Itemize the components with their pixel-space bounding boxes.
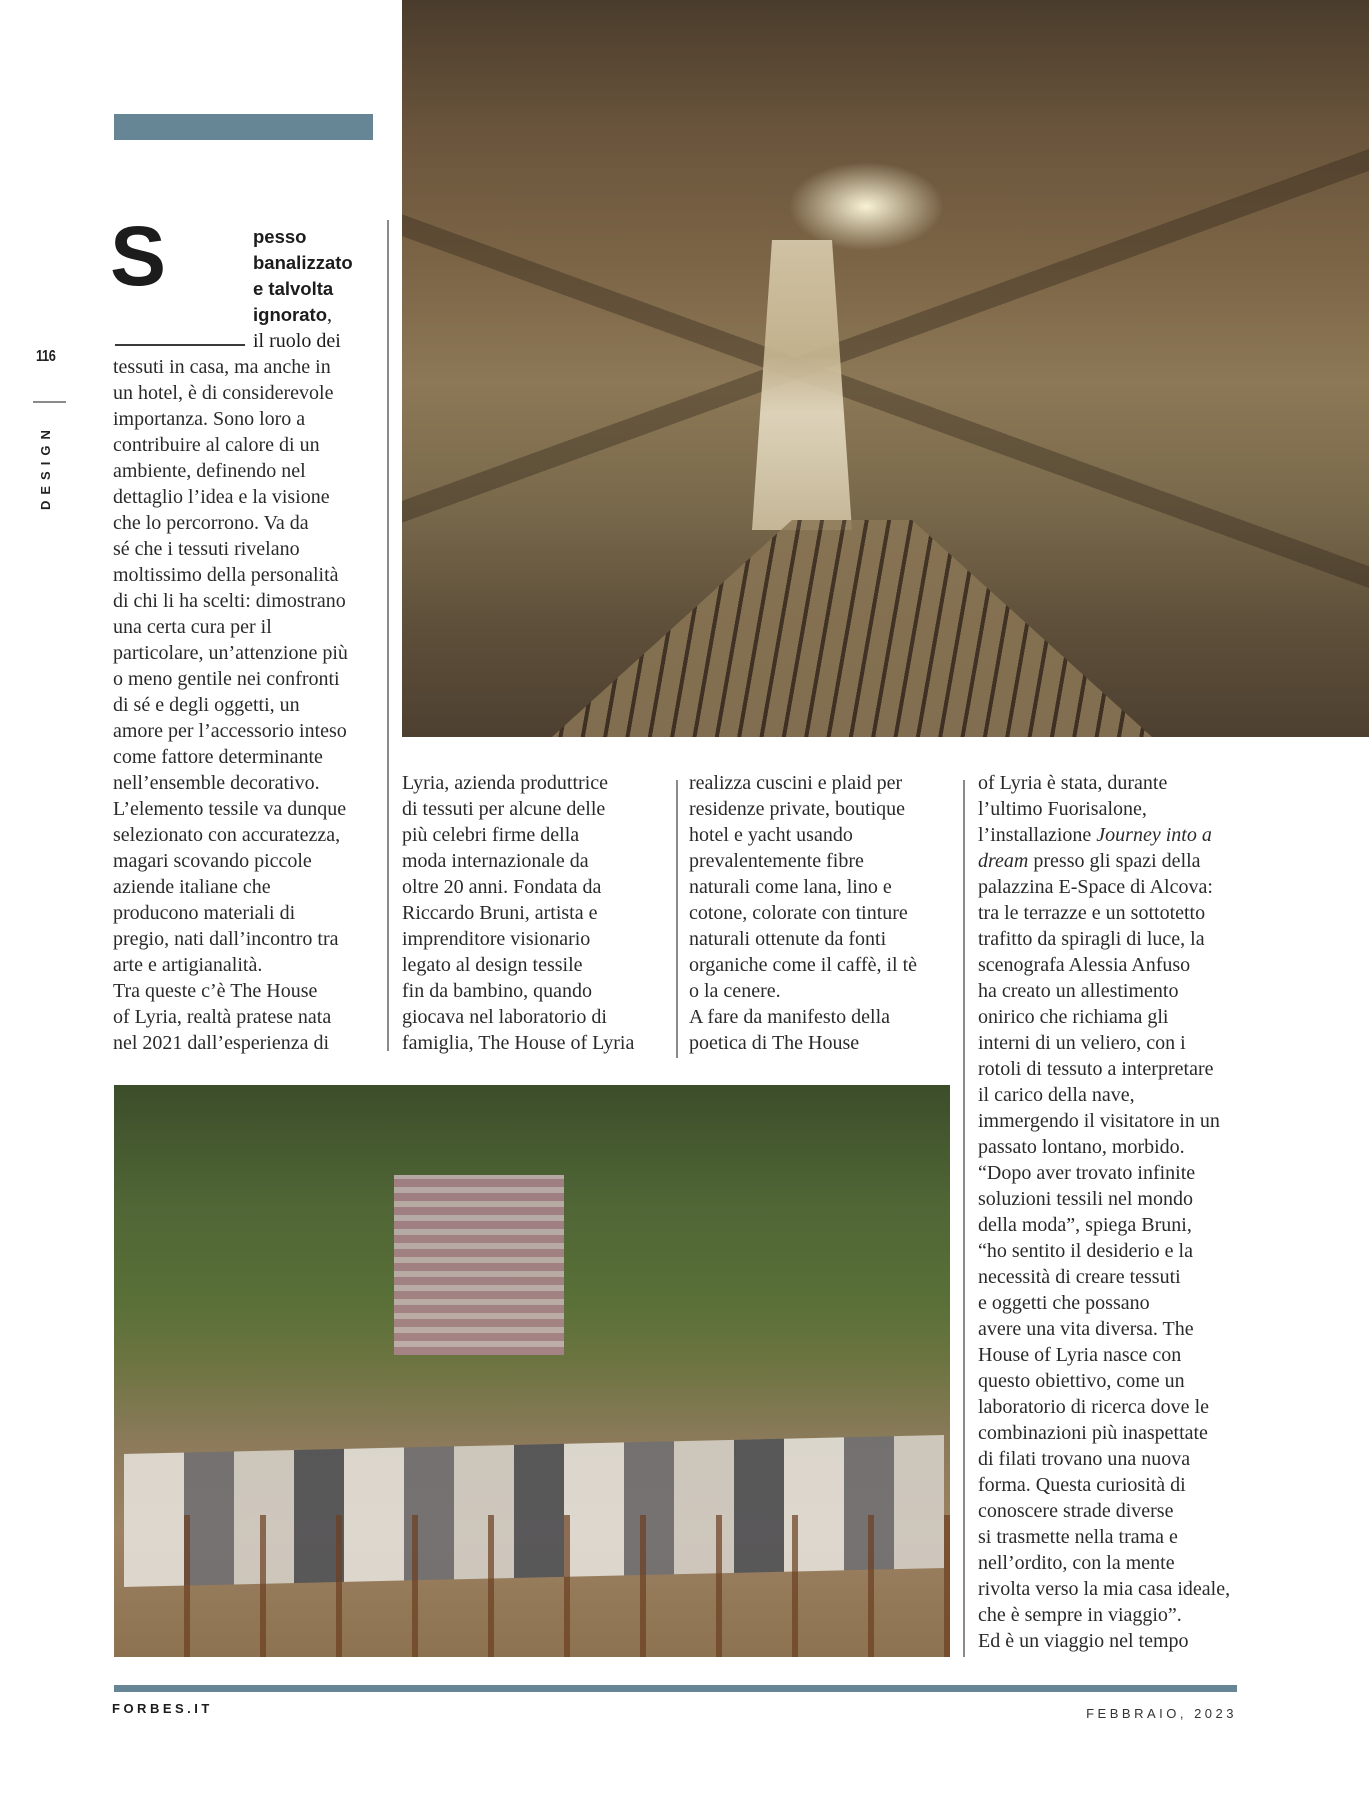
text-line: cotone, colorate con tinture — [689, 902, 908, 924]
text-line: hotel e yacht usando — [689, 824, 853, 846]
text-line: di sé e degli oggetti, un — [113, 694, 300, 716]
text-line: selezionato con accuratezza, — [113, 824, 341, 846]
text-line: di filati trovano una nuova — [978, 1448, 1191, 1470]
text-line: il carico della nave, — [978, 1084, 1135, 1106]
text-line: l’ultimo Fuorisalone, — [978, 798, 1147, 820]
top-accent-bar — [114, 114, 373, 140]
text-line: forma. Questa curiosità di — [978, 1474, 1186, 1496]
text-line: arte e artigianalità. — [113, 954, 263, 976]
text-line: House of Lyria nasce con — [978, 1344, 1182, 1366]
installation-title: dream — [978, 850, 1029, 872]
text-line: dettaglio l’idea e la visione — [113, 486, 330, 508]
text-line: giocava nel laboratorio di — [402, 1006, 607, 1028]
text-line: ha creato un allestimento — [978, 980, 1179, 1002]
text-line: o la cenere. — [689, 980, 781, 1002]
column-2 — [402, 770, 634, 1056]
column-divider-2 — [676, 780, 678, 1058]
text-line: “ho sentito il desiderio e la — [978, 1240, 1193, 1262]
text-line: organiche come il caffè, il tè — [689, 954, 918, 976]
text-line: onirico che richiama gli — [978, 1006, 1169, 1028]
text-line: prevalentemente fibre — [689, 850, 864, 872]
column-divider-3 — [963, 780, 965, 1657]
text-line — [978, 822, 1230, 848]
text-line: tessuti in casa, ma anche in — [113, 356, 331, 378]
drop-cap: S — [110, 209, 167, 303]
text-line: che lo percorrono. Va da — [113, 512, 309, 534]
lead-word: ignorato — [253, 304, 327, 325]
text-line: particolare, un’attenzione più — [113, 642, 348, 664]
text-line: imprenditore visionario — [402, 928, 591, 950]
text-line: moda internazionale da — [402, 850, 589, 872]
folio-divider — [33, 401, 66, 403]
text-line: Ed è un viaggio nel tempo — [978, 1630, 1189, 1652]
issue-date: FEBBRAIO, 2023 — [1086, 1706, 1237, 1721]
text-line: naturali come lana, lino e — [689, 876, 892, 898]
text-line: “Dopo aver trovato infinite — [978, 1162, 1196, 1184]
text-fragment: presso gli spazi della — [1028, 850, 1201, 872]
text-line: palazzina E-Space di Alcova: — [978, 876, 1213, 898]
text-line: e oggetti che possano — [978, 1292, 1150, 1314]
text-line: della moda”, spiega Bruni, — [978, 1214, 1192, 1236]
footer-accent-bar — [114, 1685, 1237, 1692]
text-line: che è sempre in viaggio”. — [978, 1604, 1182, 1626]
column-divider-1 — [387, 220, 389, 1051]
text-line: fin da bambino, quando — [402, 980, 592, 1002]
text-line: interni di un veliero, con i — [978, 1032, 1186, 1054]
text-line: amore per l’accessorio inteso — [113, 720, 347, 742]
attic-installation-photo — [402, 0, 1369, 737]
text-line: Riccardo Bruni, artista e — [402, 902, 598, 924]
lead-line — [253, 302, 353, 328]
text-line: aziende italiane che — [113, 876, 271, 898]
column-1 — [113, 354, 348, 1056]
text-line: immergendo il visitatore in un — [978, 1110, 1220, 1132]
text-line: trafitto da spiragli di luce, la — [978, 928, 1205, 950]
text-line: importanza. Sono loro a — [113, 408, 306, 430]
text-line: di tessuti per alcune delle — [402, 798, 606, 820]
text-line: un hotel, è di considerevole — [113, 382, 334, 404]
text-line: of Lyria è stata, durante — [978, 772, 1168, 794]
text-line: nel 2021 dall’esperienza di — [113, 1032, 330, 1054]
text-line: passato lontano, morbido. — [978, 1136, 1185, 1158]
lead-line: pesso — [253, 226, 307, 247]
text-line: sé che i tessuti rivelano — [113, 538, 300, 560]
text-line: soluzioni tessili nel mondo — [978, 1188, 1193, 1210]
publication-name: FORBES.IT — [112, 1701, 213, 1716]
text-line: realizza cuscini e plaid per — [689, 772, 903, 794]
hanging-textile-detail — [394, 1175, 564, 1355]
column-4 — [978, 770, 1230, 1654]
text-line: magari scovando piccole — [113, 850, 312, 872]
text-line: Lyria, azienda produttrice — [402, 772, 609, 794]
garden-benches-photo — [114, 1085, 950, 1657]
text-line: contribuire al calore di un — [113, 434, 320, 456]
rug-threads-detail — [552, 520, 1152, 737]
text-line: legato al design tessile — [402, 954, 583, 976]
section-label: DESIGN — [38, 424, 53, 510]
text-fragment: l’installazione — [978, 824, 1097, 846]
lead-continuation: il ruolo dei — [253, 330, 341, 352]
text-line: moltissimo della personalità — [113, 564, 339, 586]
text-line: ambiente, definendo nel — [113, 460, 306, 482]
text-line: A fare da manifesto della — [689, 1006, 891, 1028]
text-line: avere una vita diversa. The — [978, 1318, 1194, 1340]
text-line: nell’ensemble decorativo. — [113, 772, 320, 794]
text-line: producono materiali di — [113, 902, 296, 924]
text-line: necessità di creare tessuti — [978, 1266, 1181, 1288]
text-line: laboratorio di ricerca dove le — [978, 1396, 1209, 1418]
rusty-benches-detail — [114, 1515, 950, 1657]
text-line: rivolta verso la mia casa ideale, — [978, 1578, 1231, 1600]
text-line: combinazioni più inaspettate — [978, 1422, 1208, 1444]
lead-line: banalizzato — [253, 252, 353, 273]
text-line: questo obiettivo, come un — [978, 1370, 1185, 1392]
text-line: poetica di The House — [689, 1032, 860, 1054]
text-line: pregio, nati dall’incontro tra — [113, 928, 339, 950]
lead-comma: , — [327, 304, 332, 326]
text-line: una certa cura per il — [113, 616, 272, 638]
text-line: of Lyria, realtà pratese nata — [113, 1006, 332, 1028]
text-line — [978, 848, 1230, 874]
lead-bold-text — [253, 224, 353, 354]
text-line: L’elemento tessile va dunque — [113, 798, 347, 820]
text-line: residenze private, boutique — [689, 798, 906, 820]
text-line: nell’ordito, con la mente — [978, 1552, 1175, 1574]
text-line: o meno gentile nei confronti — [113, 668, 340, 690]
text-line: più celebri firme della — [402, 824, 580, 846]
text-line: conoscere strade diverse — [978, 1500, 1174, 1522]
loom-center-detail — [702, 240, 902, 530]
text-line: Tra queste c’è The House — [113, 980, 318, 1002]
text-line: oltre 20 anni. Fondata da — [402, 876, 602, 898]
text-line: famiglia, The House of Lyria — [402, 1032, 635, 1054]
text-line: di chi li ha scelti: dimostrano — [113, 590, 346, 612]
lead-line: e talvolta — [253, 278, 334, 299]
text-line: naturali ottenute da fonti — [689, 928, 887, 950]
installation-title: Journey into a — [1096, 824, 1212, 846]
text-line: tra le terrazze e un sottotetto — [978, 902, 1206, 924]
text-line: si trasmette nella trama e — [978, 1526, 1178, 1548]
text-line: come fattore determinante — [113, 746, 323, 768]
text-line: rotoli di tessuto a interpretare — [978, 1058, 1214, 1080]
page-number: 116 — [36, 348, 56, 365]
lead-underline — [115, 344, 245, 346]
column-3 — [689, 770, 917, 1056]
text-line: scenografa Alessia Anfuso — [978, 954, 1191, 976]
